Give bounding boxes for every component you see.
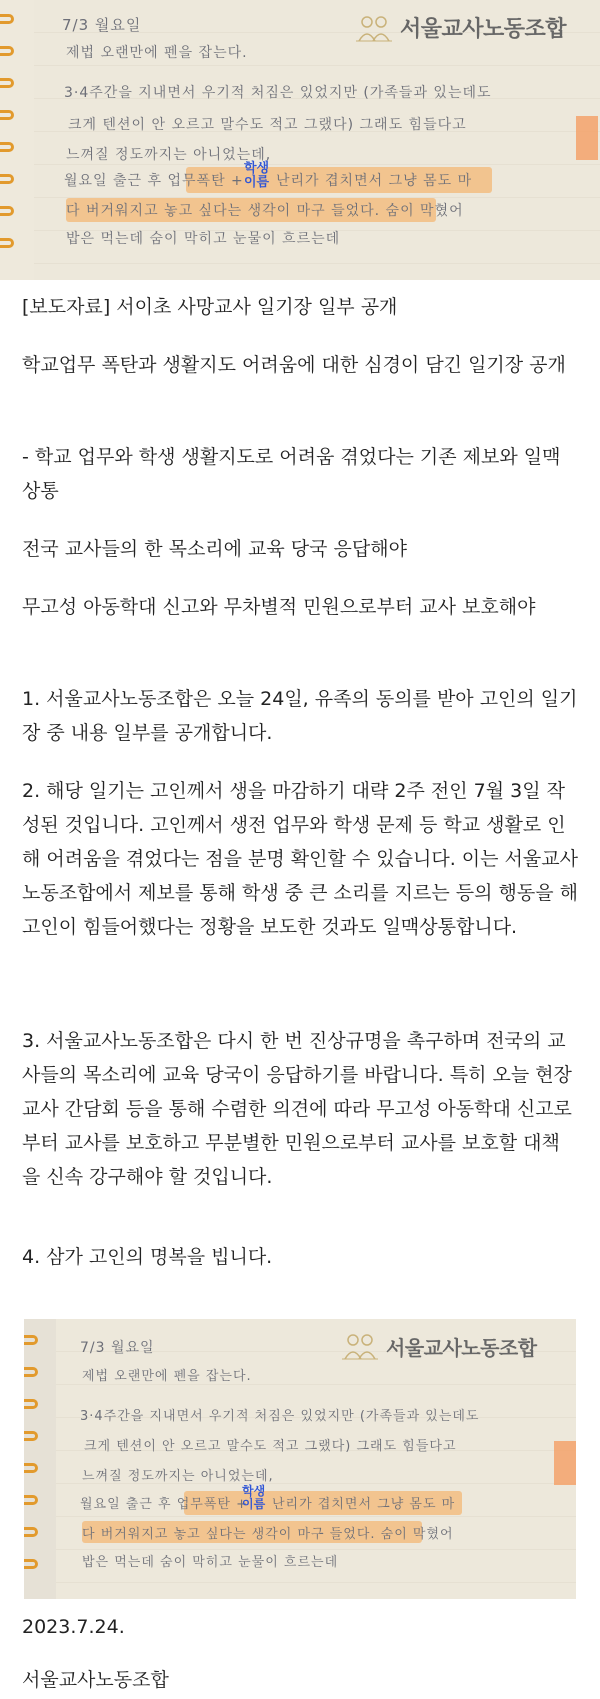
diary-line: 느껴질 정도까지는 아니었는데, bbox=[82, 1469, 274, 1484]
people-logo-icon bbox=[340, 1331, 380, 1361]
diary-line: 난리가 겹치면서 그냥 몸도 마 bbox=[272, 1497, 456, 1512]
ring-icon bbox=[0, 238, 14, 248]
diary-note-bottom: 이름 bbox=[242, 1497, 266, 1511]
paragraph: 3. 서울교사노동조합은 다시 한 번 진상규명을 촉구하며 전국의 교사들의 목소리에 교육 당국이 응답하기를 바랍니다. 특히 오늘 현장교사 간담회 등을 통해 수렴한 의견에 따라 무고성 아동학대 신고로 부터 교사를 보호하고 무분별한 민원으로부터 교사를 보호할 대책을 신속 강구해야 할 것입니다. bbox=[22, 1030, 572, 1188]
ring-icon bbox=[0, 46, 14, 56]
notebook-rings bbox=[0, 0, 22, 280]
diary-date: 7/3 월요일 bbox=[62, 16, 142, 34]
union-logo bbox=[354, 12, 566, 43]
subheading: - 학교 업무와 학생 생활지도로 어려움 겪었다는 기존 제보와 일맥상통 bbox=[22, 446, 561, 502]
paragraph: 2. 해당 일기는 고인께서 생을 마감하기 대략 2주 전인 7월 3일 작성된 것입니다. 고인께서 생전 업무와 학생 문제 등 학교 생활로 인해 어려움을 겪었다는 점을 분명 확인할 수 있습니다. 이는 서울교사노동조합에서 제보를 통해 학생 중 큰 소리를 지르는 등의 행동을 해 고인이 힘들어했다는 정황을 보도한 것과도 일맥상통합니다. bbox=[22, 780, 578, 938]
diary-note-top: 학생 bbox=[244, 161, 270, 176]
union-logo-text: 서울교사노동조합 bbox=[386, 1335, 537, 1360]
ring-icon bbox=[0, 110, 14, 120]
diary-photo-bottom bbox=[24, 1319, 576, 1599]
ring-icon bbox=[0, 174, 14, 184]
diary-date: 7/3 월요일 bbox=[80, 1340, 155, 1356]
ring-icon bbox=[24, 1335, 38, 1345]
diary-line: 3·4주간을 지내면서 우기적 처짐은 있었지만 (가족들과 있는데도 bbox=[64, 85, 492, 101]
sticky-tab bbox=[554, 1441, 576, 1485]
notebook-rings bbox=[24, 1319, 46, 1599]
ring-icon bbox=[24, 1431, 38, 1441]
ring-icon bbox=[24, 1367, 38, 1377]
diary-line: 3·4주간을 지내면서 우기적 처짐은 있었지만 (가족들과 있는데도 bbox=[80, 1409, 480, 1424]
ring-icon bbox=[24, 1527, 38, 1537]
diary-photo-top bbox=[0, 0, 600, 280]
diary-line: 느껴질 정도까지는 아니었는데, bbox=[66, 147, 272, 163]
ring-icon bbox=[0, 78, 14, 88]
ring-icon bbox=[24, 1399, 38, 1409]
subheading: 전국 교사들의 한 목소리에 교육 당국 응답해야 bbox=[22, 538, 407, 560]
union-logo bbox=[340, 1331, 537, 1361]
diary-line: 월요일 출근 후 업무폭탄 + bbox=[80, 1497, 249, 1512]
diary-line: 제법 오랜만에 펜을 잡는다. bbox=[82, 1369, 252, 1384]
diary-line: 크게 텐션이 안 오르고 말수도 적고 그랬다) 그래도 힘들다고 bbox=[68, 117, 467, 133]
ring-icon bbox=[0, 142, 14, 152]
paragraph: 1. 서울교사노동조합은 오늘 24일, 유족의 동의를 받아 고인의 일기장 중 내용 일부를 공개합니다. bbox=[22, 688, 578, 744]
diary-line: 다 버거워지고 놓고 싶다는 생각이 마구 들었다. 숨이 막혔어 bbox=[66, 203, 464, 219]
paragraph: 4. 삼가 고인의 명복을 빕니다. bbox=[22, 1246, 273, 1268]
subheading: 학교업무 폭탄과 생활지도 어려움에 대한 심경이 담긴 일기장 공개 bbox=[22, 354, 566, 376]
diary-line: 밥은 먹는데 숨이 막히고 눈물이 흐르는데 bbox=[82, 1555, 339, 1570]
diary-line: 월요일 출근 후 업무폭탄 + bbox=[64, 173, 244, 189]
ring-icon bbox=[24, 1463, 38, 1473]
people-logo-icon bbox=[354, 13, 394, 43]
diary-note-bottom: 이름 bbox=[244, 175, 270, 190]
diary-line: 제법 오랜만에 펜을 잡는다. bbox=[66, 45, 248, 61]
ring-icon bbox=[0, 206, 14, 216]
union-logo-text: 서울교사노동조합 bbox=[400, 17, 567, 42]
diary-line: 난리가 겹치면서 그냥 몸도 마 bbox=[276, 173, 473, 189]
headline: [보도자료] 서이초 사망교사 일기장 일부 공개 bbox=[22, 296, 398, 318]
ring-icon bbox=[24, 1495, 38, 1505]
diary-line: 크게 텐션이 안 오르고 말수도 적고 그랬다) 그래도 힘들다고 bbox=[84, 1439, 457, 1454]
subheading: 무고성 아동학대 신고와 무차별적 민원으로부터 교사 보호해야 bbox=[22, 596, 536, 618]
ring-icon bbox=[0, 14, 14, 24]
release-date: 2023.7.24. bbox=[22, 1616, 125, 1638]
diary-line: 밥은 먹는데 숨이 막히고 눈물이 흐르는데 bbox=[66, 231, 341, 247]
diary-line: 다 버거워지고 놓고 싶다는 생각이 마구 들었다. 숨이 막혔어 bbox=[82, 1527, 454, 1542]
organization-name: 서울교사노동조합 bbox=[22, 1669, 169, 1691]
sticky-tab bbox=[576, 116, 598, 160]
ring-icon bbox=[24, 1559, 38, 1569]
diary-note-top: 학생 bbox=[242, 1484, 266, 1498]
